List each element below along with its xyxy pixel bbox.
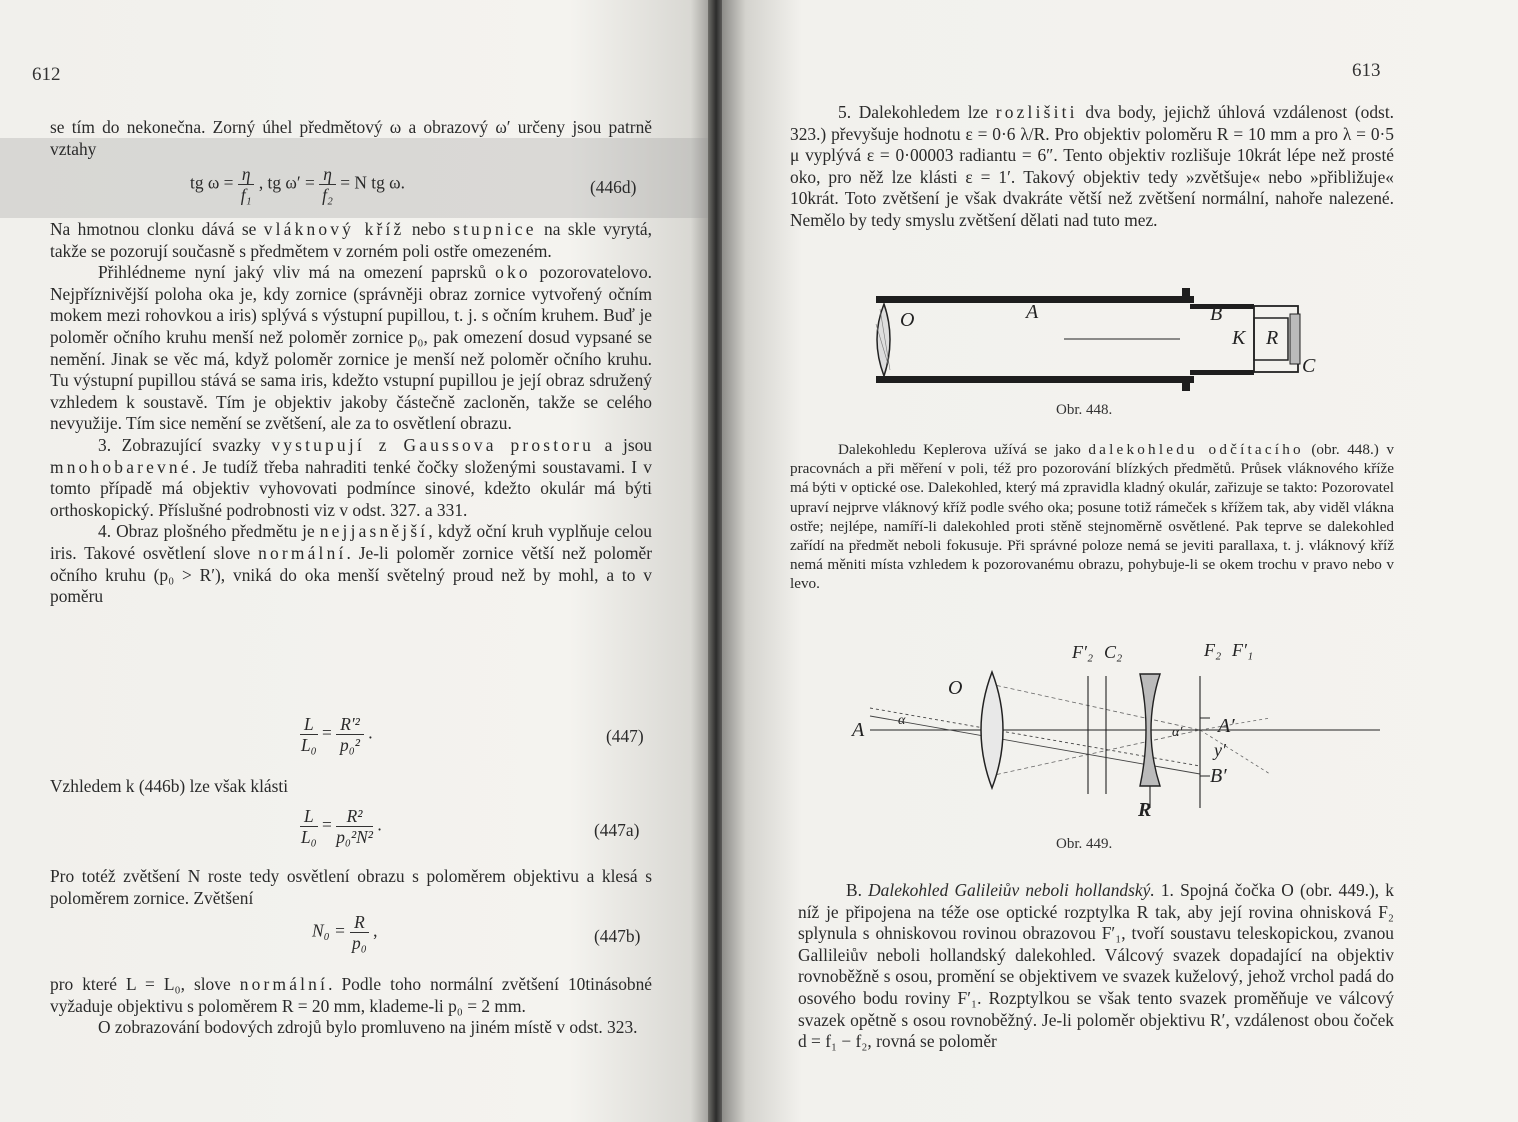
denominator: f₁ bbox=[240, 185, 252, 205]
spaced-text: oko bbox=[495, 262, 531, 283]
denominator: f₂ bbox=[322, 185, 333, 205]
fraction bbox=[300, 806, 318, 847]
fig-label: C₂ bbox=[1104, 642, 1123, 662]
fraction bbox=[336, 714, 364, 755]
italic-text: Dalekohled Galileiův neboli hollandský. bbox=[868, 880, 1155, 900]
right-page bbox=[722, 0, 1518, 1122]
fig-label: y′ bbox=[1214, 740, 1226, 760]
equation-number: (447b) bbox=[594, 926, 641, 946]
eyepiece-tube-bottom bbox=[1190, 370, 1254, 375]
text: . Je-li poloměr zornice větší než poloměr očního kruhu (p₀ > R′), vniká do oka menší světelný proud než by mohl, a to v poměru bbox=[50, 542, 653, 607]
numerator: η bbox=[319, 164, 336, 185]
fig-label: F′₁ bbox=[1232, 640, 1254, 660]
text: a jsou bbox=[594, 434, 652, 455]
fig-label: B bbox=[1210, 303, 1223, 325]
eq-part: , tg ω′ = bbox=[258, 172, 315, 193]
equation-447b: N₀ = $\frac{R}{\text{p₀}}$ , bbox=[312, 912, 378, 953]
denominator: L₀ bbox=[300, 827, 317, 847]
text: dva body, jejichž úhlová vzdálenost (odst. 323.) převyšuje hodnotu ε = 0·6 λ/R. Pro objektiv poloměru R = 10 mm a pro λ = 0·5 μ vyplývá ε = 0·00003 radiantu = 6″. Tento objektiv rozlišuje 10krát lépe než prosté oko, pro něž lze klásti ε = 1′. Takový objektiv tedy »zvětšuje« nebo »přibližuje« 10krát. Toto zvětšení je však dvakráte větší než zvětšení normální, nahoře nalezené. Nemělo by tedy smyslu zvětšení dělati nad tuto mez. bbox=[790, 102, 1395, 230]
text: . Je tudíž třeba nahraditi tenké čočky složenými soustavami. I v tomto případě má objektiv vyhovovati podmínce sinové, kdežto okulár má býti orthoskopický. Příslušné podrobnosti viz v odst. 327. a 331. bbox=[50, 456, 652, 520]
fig-label: A′ bbox=[1218, 715, 1235, 737]
spaced-text: nejjasnější bbox=[319, 521, 429, 542]
equation-number: (447) bbox=[606, 726, 644, 746]
text: Přihlédneme nyní jaký vliv má na omezení paprsků bbox=[98, 262, 496, 283]
paragraph bbox=[50, 776, 652, 798]
text: nebo bbox=[404, 219, 454, 239]
fraction bbox=[336, 806, 373, 847]
eq-part: tg ω = bbox=[190, 172, 234, 193]
fig-label: F′₂ bbox=[1072, 642, 1094, 662]
fig-label: R bbox=[1266, 327, 1279, 349]
figure-448-telescope bbox=[862, 284, 1332, 404]
text: . Podle toho normální zvětšení 10tinásobné vyžaduje objektivu s poloměrem R = 20 mm, klademe-li p₀ = 2 mm. bbox=[50, 974, 652, 1016]
numerator: R′² bbox=[336, 714, 364, 735]
denominator: L₀ bbox=[300, 735, 317, 755]
page-number: 613 bbox=[1352, 60, 1381, 81]
page-number: 612 bbox=[32, 64, 61, 85]
spaced-text: rozlišiti bbox=[995, 102, 1078, 122]
equals-sign: = bbox=[322, 722, 332, 743]
text: pro které L = L₀, slove bbox=[50, 974, 240, 994]
numerator: R bbox=[350, 912, 369, 933]
fig-label: A bbox=[852, 719, 865, 741]
figure-caption: Obr. 448. bbox=[1056, 402, 1113, 418]
numerator: η bbox=[238, 164, 255, 185]
paragraph bbox=[790, 440, 1394, 594]
equation-447: $\frac{L}{\text{L₀}}$ = $\frac{\text{R′²}}{\text{p₀²}}$ . bbox=[300, 714, 373, 755]
text: 5. Dalekohledem lze bbox=[838, 102, 996, 122]
fig-label: α′ bbox=[1172, 725, 1183, 740]
left-page bbox=[0, 0, 712, 1122]
objective-lens bbox=[877, 304, 890, 376]
numerator: L bbox=[300, 806, 318, 827]
text: (obr. 448.) v pracovnách a při měření v poli, též pro pozorování blízkých předmětů. Průsek vláknového kříže má býti v optické ose. Dalekohled, který má zpravidla kladný okulár, zařizuje se takto: Pozorovatel upraví nejprve vláknový kříž podle svého oka; posune totiž rámeček s křížem tak, aby viděl vlákna ostře; nejlépe, namíří-li dalekohled proti stěně stejnoměrně osvětlené. Pak teprve se dalekohled zařídí na předmět neboli fokusuje. Při správné poloze nemá se jeviti parallaxa, t. j. vláknový kříž nemá měniti místa vzhledem k pozorovanému obrazu, pohybuje-li se okem trochu v pravo nebo v levo. bbox=[790, 441, 1394, 593]
text: 1. Spojná čočka O (obr. 449.), k níž je připojena na téže ose optické rozptylka R tak, aby její rovina ohnisková F₂ splynula s ohniskovou rovinou obrazovou F′₁, tvoří soustavu teleskopickou, zvanou Gallileiův neboli hollandský dalekohled. Válcový svazek dopadající na objektiv rovnoběžně s osou, promění se objektivem ve svazek kuželový, jehož vrchol padá do osového bodu roviny F′₁. Rozptylkou se však tento svazek proměňuje ve válcový svazek opětně s osou rovnoběžný. Je-li poloměr objektivu R′, vzdálenost obou čoček d = f₁ − f₂, rovná se poloměr bbox=[798, 880, 1394, 1052]
text: , když oční kruh vyplňuje celou iris. Takové osvětlení slove bbox=[50, 521, 652, 563]
text: 4. Obraz plošného předmětu je bbox=[98, 521, 320, 542]
fraction bbox=[300, 714, 318, 755]
fig-label: A bbox=[1026, 301, 1039, 323]
fig-label: F₂ bbox=[1204, 640, 1222, 660]
paragraph bbox=[50, 219, 652, 608]
spaced-text: mnohobarevné bbox=[50, 456, 192, 477]
numerator: R² bbox=[336, 806, 373, 827]
fig-label: O bbox=[948, 677, 963, 699]
text: Na hmotnou clonku dává se bbox=[50, 219, 264, 239]
eq-part: = N tg ω. bbox=[340, 172, 405, 193]
objective-lens bbox=[981, 672, 1003, 788]
denominator: p₀ bbox=[352, 933, 367, 953]
fig-label: R bbox=[1138, 799, 1152, 816]
text: Dalekohledu Keplerova užívá se jako bbox=[838, 441, 1089, 458]
paragraph bbox=[50, 866, 652, 909]
ocular-lens bbox=[1290, 314, 1300, 364]
text: na skle vyrytá, takže se pozorují současně s předmětem v zorném poli ostře omezeném. bbox=[50, 219, 652, 261]
denominator: p₀²N² bbox=[336, 827, 373, 847]
equals-sign: = bbox=[322, 814, 332, 835]
fraction bbox=[319, 164, 336, 205]
text: 3. Zobrazující svazky bbox=[98, 434, 272, 455]
fraction bbox=[350, 912, 369, 953]
fraction bbox=[238, 164, 255, 205]
figure-449-galilean-telescope bbox=[850, 636, 1390, 816]
text-line: Vzhledem k (446b) lze však klásti bbox=[50, 776, 289, 796]
text-line: O zobrazování bodových zdrojů bylo promluveno na jiném místě v odst. 323. bbox=[98, 1017, 638, 1038]
equation-number: (446d) bbox=[590, 177, 637, 197]
fig-label: K bbox=[1232, 327, 1246, 349]
paragraph bbox=[50, 974, 652, 1039]
equation-447a: $\frac{L}{\text{L₀}}$ = $\frac{\text{R²}}{\text{p₀²N²}}$ . bbox=[300, 806, 382, 847]
paragraph bbox=[50, 117, 652, 160]
spaced-text: normální bbox=[239, 974, 329, 994]
text-line: se tím do nekonečna. Zorný úhel předmětový ω a obrazový ω′ určeny jsou patrně vztahy bbox=[50, 117, 652, 159]
fig-label: O bbox=[900, 309, 915, 331]
spaced-text: stupnice bbox=[453, 219, 537, 239]
text: B. bbox=[846, 880, 869, 900]
equation-446d bbox=[190, 164, 405, 205]
figure-caption: Obr. 449. bbox=[1056, 836, 1113, 852]
paragraph bbox=[790, 102, 1394, 232]
spaced-text: dalekohledu odčítacího bbox=[1088, 441, 1304, 458]
numerator: L bbox=[300, 714, 318, 735]
eq-part: N₀ = bbox=[312, 920, 346, 941]
fig-label: α bbox=[898, 713, 906, 728]
spaced-text: vláknový kříž bbox=[263, 219, 405, 239]
spaced-text: vystupují z Gaussova prostoru bbox=[271, 434, 595, 455]
fig-label: B′ bbox=[1210, 765, 1227, 787]
tube-bottom-wall bbox=[876, 376, 1194, 383]
denominator: p₀² bbox=[340, 735, 361, 755]
text-line: Pro totéž zvětšení N roste tedy osvětlení obrazu s poloměrem objektivu a klesá s poloměrem zornice. Zvětšení bbox=[50, 866, 652, 908]
text: pozorovatelovo. Nejpříznivější poloha oka je, kdy zornice (správněji obraz zornice vytvořený očním mokem mezi rohovkou a iris) splývá s výstupní pupillou, t. j. s očním kruhem. Buď je poloměr očního kruhu menší než poloměr zornice p₀, pak omezení dosud vypsané se nemění. Jinak se věc má, když poloměr zornice je menší než poloměr očního kruhu. Tu výstupní pupillou stává se sama iris, kdežto vstupní pupillou je její obraz sdružený vzhledem k soustavě. Tím je objektiv jakoby částečně zacloněn, takže se celého nevyužije. Tím sice nemění se zvětšení, ale za to osvětlení obrazu. bbox=[50, 262, 652, 434]
spaced-text: normální bbox=[258, 542, 347, 563]
fig-label: C bbox=[1302, 355, 1316, 377]
paragraph bbox=[798, 880, 1394, 1053]
equation-number: (447a) bbox=[594, 820, 640, 840]
